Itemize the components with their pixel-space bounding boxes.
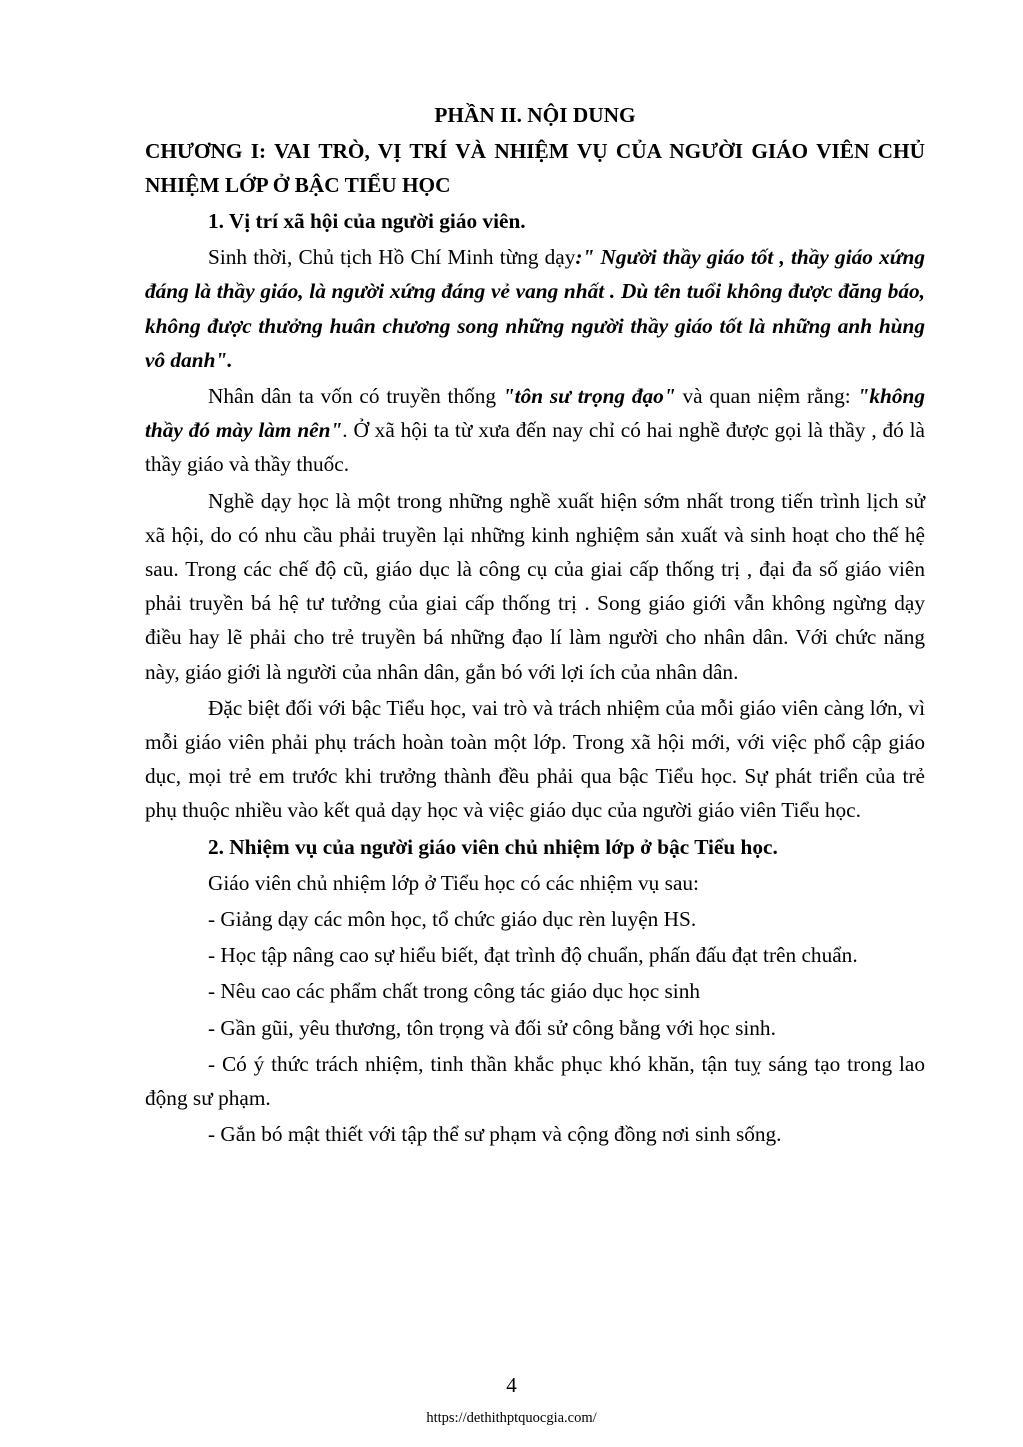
ho-chi-minh-quote: :" Người thầy giáo tốt , thầy giáo xứng đáng là thầy giáo, là người xứng đáng vẻ vang nhất . Dù tên tuổi không được đăng báo, không được thưởng huân chương song những người thầy giáo tốt là những anh hùng vô danh". [145, 245, 925, 372]
footer-url: https://dethithptquocgia.com/ [426, 1410, 597, 1426]
page-number: 4 [506, 1373, 517, 1397]
duty-list-item: - Giảng dạy các môn học, tổ chức giáo dục rèn luyện HS. [208, 907, 697, 932]
document-page [145, 98, 925, 1153]
section-1-paragraph-3: Nghề dạy học là một trong những nghề xuất hiện sớm nhất trong tiến trình lịch sử xã hội, do có nhu cầu phải truyền lại những kinh nghiệm sản xuất và sinh hoạt cho thế hệ sau. Trong các chế độ cũ, giáo dục là công cụ của giai cấp thống trị , đại đa số giáo viên phải truyền bá hệ tư tưởng của giai cấp thống trị . Song giáo giới vẫn không ngừng dạy điều hay lẽ phải cho trẻ truyền bá những đạo lí làm người cho nhân dân. Với chức năng này, giáo giới là người của nhân dân, gắn bó với lợi ích của nhân dân. [145, 488, 925, 684]
paragraph-text-3: . Ở xã hội ta từ xưa đến nay chỉ có hai nghề được gọi là thầy , đó là thầy giáo và thầy thuốc. [145, 418, 925, 477]
duty-list-item: - Học tập nâng cao sự hiểu biết, đạt trình độ chuẩn, phấn đấu đạt trên chuẩn. [208, 943, 858, 968]
section-2-intro: Giáo viên chủ nhiệm lớp ở Tiểu học có các nhiệm vụ sau: [208, 870, 699, 895]
paragraph-text-2: và quan niệm rằng: [675, 384, 858, 409]
duty-list-item: - Có ý thức trách nhiệm, tinh thần khắc phục khó khăn, tận tuỵ sáng tạo trong lao động sư phạm. [145, 1051, 925, 1111]
part-title: PHẦN II. NỘI DUNG [434, 103, 636, 127]
proverb-quote-2: "không thầy đó mày làm nên" [145, 384, 925, 443]
paragraph-lead-text: Sinh thời, Chủ tịch Hồ Chí Minh từng dạy [208, 245, 576, 270]
section-2-heading: 2. Nhiệm vụ của người giáo viên chủ nhiệm lớp ở bậc Tiểu học. [208, 834, 778, 859]
section-1-paragraph-4: Đặc biệt đối với bậc Tiểu học, vai trò và trách nhiệm của mỗi giáo viên càng lớn, vì mỗi giáo viên phải phụ trách hoàn toàn một lớp. Trong xã hội mới, với việc phổ cập giáo dục, mọi trẻ em trước khi trưởng thành đều phải qua bậc Tiểu học. Sự phát triển của trẻ phụ thuộc nhiều vào kết quả dạy học và việc giáo dục của người giáo viên Tiểu học. [145, 695, 925, 823]
proverb-quote-1: "tôn sư trọng đạo" [502, 384, 676, 409]
section-1-paragraph-1 [145, 240, 925, 377]
section-1-heading: 1. Vị trí xã hội của người giáo viên. [208, 209, 526, 233]
duty-list-item: - Nêu cao các phẩm chất trong công tác giáo dục học sinh [208, 979, 701, 1004]
chapter-title: CHƯƠNG I: VAI TRÒ, VỊ TRÍ VÀ NHIỆM VỤ CỦA NGƯỜI GIÁO VIÊN CHỦ NHIỆM LỚP Ở BẬC TIỂU HỌC [145, 139, 925, 197]
paragraph-text-1: Nhân dân ta vốn có truyền thống [208, 384, 503, 409]
section-1-paragraph-2 [145, 379, 925, 482]
duty-list-item: - Gắn bó mật thiết với tập thể sư phạm và cộng đồng nơi sinh sống. [208, 1122, 782, 1147]
duty-list-item: - Gần gũi, yêu thương, tôn trọng và đối sử công bằng với học sinh. [208, 1015, 776, 1040]
